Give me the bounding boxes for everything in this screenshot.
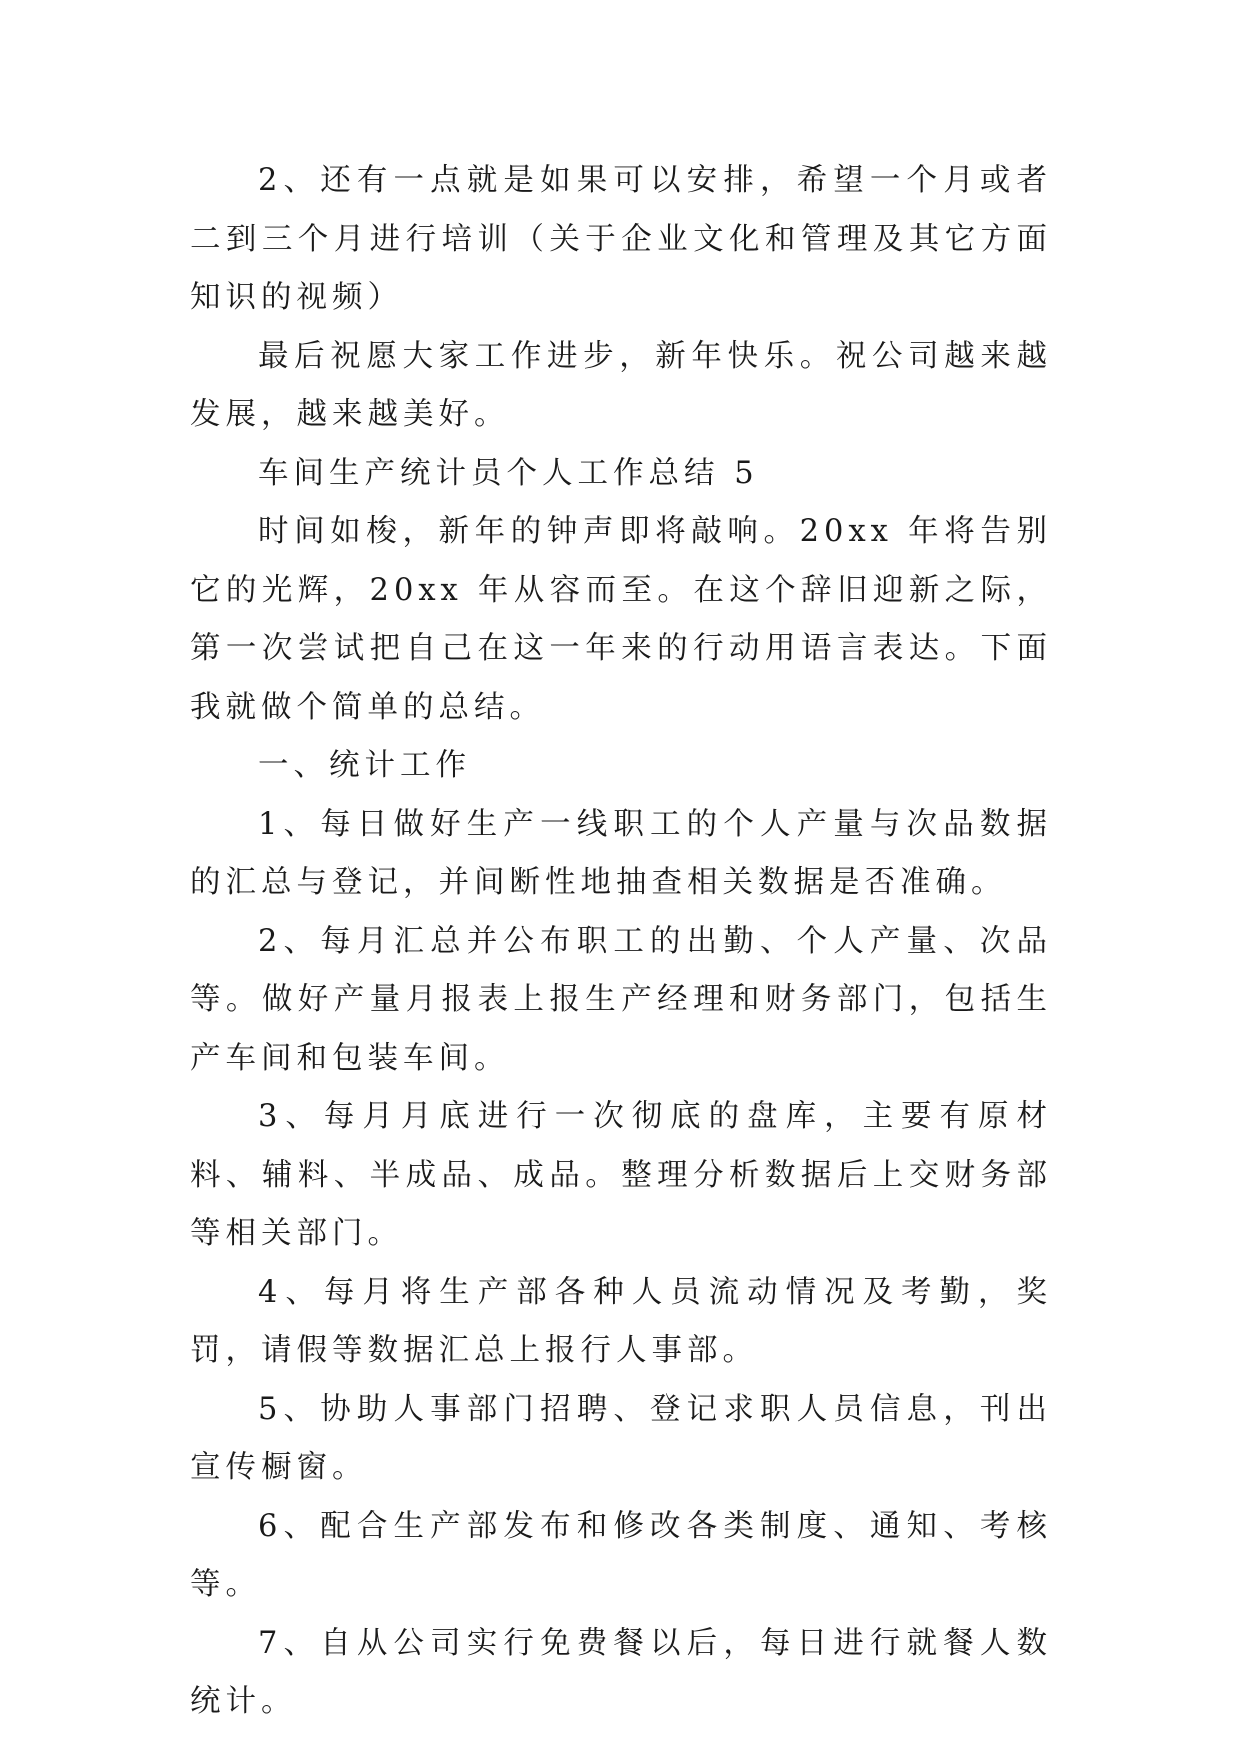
list-item-5: 5、协助人事部门招聘、登记求职人员信息，刊出宣传橱窗。 xyxy=(190,1391,1052,1485)
list-item-4: 4、每月将生产部各种人员流动情况及考勤，奖罚，请假等数据汇总上报行人事部。 xyxy=(190,1274,1052,1368)
list-item-2: 2、每月汇总并公布职工的出勤、个人产量、次品等。做好产量月报表上报生产经理和财务部门，包括生产车间和包装车间。 xyxy=(190,923,1052,1076)
paragraph-training-request: 2、还有一点就是如果可以安排，希望一个月或者二到三个月进行培训（关于企业文化和管理及其它方面知识的视频） xyxy=(190,163,1052,315)
list-item-7: 7、自从公司实行免费餐以后，每日进行就餐人数统计。 xyxy=(190,1625,1052,1719)
paragraph-new-year-wishes: 最后祝愿大家工作进步，新年快乐。祝公司越来越发展，越来越美好。 xyxy=(190,338,1052,432)
list-item-6: 6、配合生产部发布和修改各类制度、通知、考核等。 xyxy=(190,1508,1052,1602)
document-body xyxy=(190,152,1052,1732)
subsection-heading-statistics: 一、统计工作 xyxy=(258,748,471,783)
list-item-3: 3、每月月底进行一次彻底的盘库，主要有原材料、辅料、半成品、成品。整理分析数据后上交财务部等相关部门。 xyxy=(190,1099,1052,1251)
paragraph-introduction: 时间如梭，新年的钟声即将敲响。20xx 年将告别它的光辉，20xx 年从容而至。在这个辞旧迎新之际，第一次尝试把自己在这一年来的行动用语言表达。下面我就做个简单的总结。 xyxy=(190,514,1052,725)
section-title: 车间生产统计员个人工作总结 5 xyxy=(258,455,759,491)
list-item-1: 1、每日做好生产一线职工的个人产量与次品数据的汇总与登记，并间断性地抽查相关数据是否准确。 xyxy=(190,806,1052,900)
